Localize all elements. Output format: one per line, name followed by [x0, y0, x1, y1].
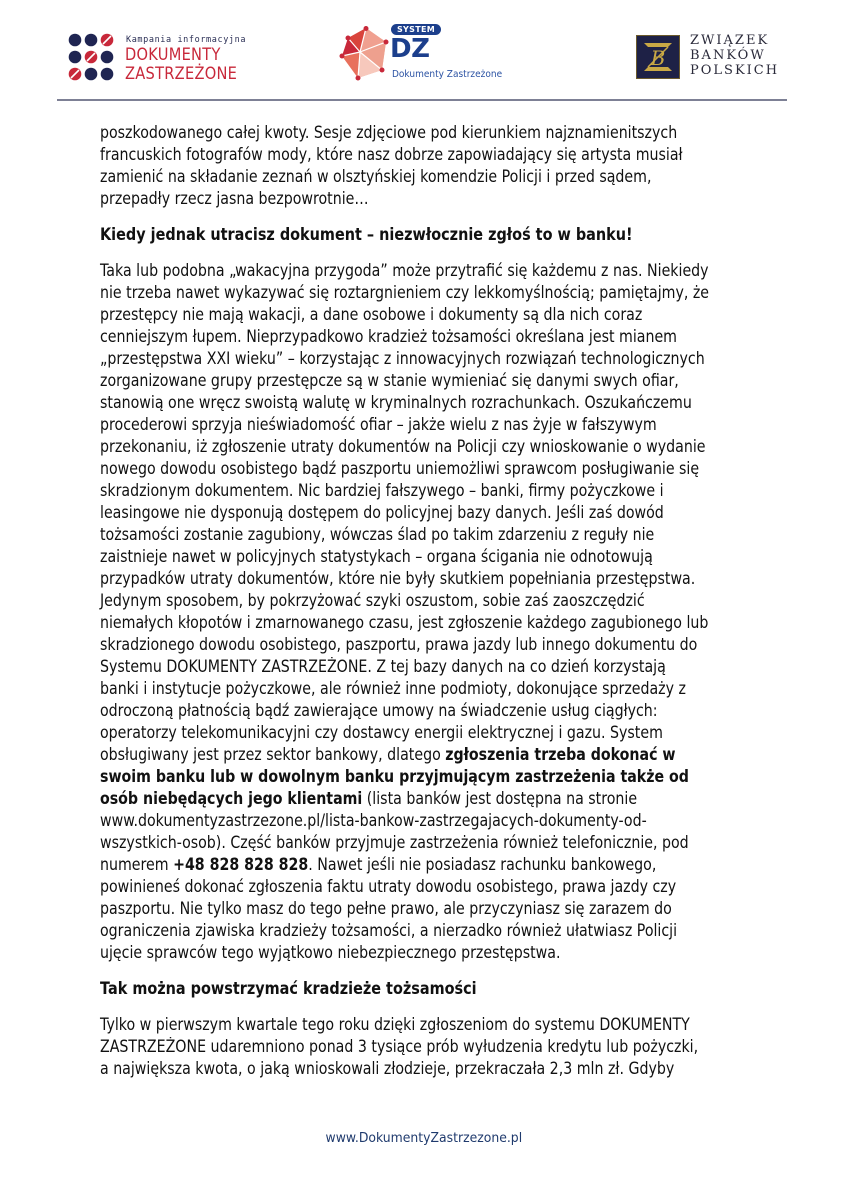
text-line: odroczoną płatnością bądź zawierające umowy na świadczenie usług ciągłych:	[100, 701, 658, 720]
text-line: Tylko w pierwszym kwartale tego roku dzięki zgłoszeniom do systemu DOKUMENTY	[100, 1015, 690, 1034]
text-line: a największa kwota, o jaką wnioskowali złodzieje, przekraczała 2,3 mln zł. Gdyby	[100, 1059, 675, 1078]
text-normal: . Nawet jeśli nie posiadasz rachunku bankowego,	[308, 855, 657, 874]
text-line: Systemu DOKUMENTY ZASTRZEŻONE. Z tej bazy danych na co dzień korzystają	[100, 657, 666, 676]
text-emphasis: swoim banku lub w dowolnym banku przyjmującym zastrzeżenia także od	[100, 767, 689, 786]
text-line: zamienić na składanie zeznań w olsztyńskiej komendzie Policji i przed sądem,	[100, 167, 652, 186]
zbp-line-1: ZWIĄZEK	[690, 33, 770, 48]
text-line: ujęcie sprawców tego wyjątkowo niebezpiecznego przestępstwa.	[100, 943, 561, 962]
system-subtitle: Dokumenty Zastrzeżone	[392, 69, 503, 80]
footer-website-link[interactable]: www.DokumentyZastrzezone.pl	[325, 1130, 523, 1146]
text-line: ZASTRZEŻONE udaremniono ponad 3 tysiące prób wyłudzenia kredytu lub pożyczki,	[100, 1037, 699, 1056]
page-footer	[0, 1130, 848, 1146]
logo-title-line1: DOKUMENTY	[125, 45, 221, 65]
zbp-monogram-letter: B	[650, 46, 666, 70]
logo-dokumenty-zastrzezone	[68, 33, 247, 84]
text-line: operatorzy telekomunikacyjni czy dostawcy energii elektrycznej i gazu. System	[100, 723, 663, 742]
logo-system-dz	[338, 24, 518, 88]
text-line: niemałych kłopotów i zmarnowanego czasu, jest zgłoszenie każdego zagubionego lub	[100, 613, 709, 632]
text-line: procederowi sprzyja nieświadomość ofiar – jakże wielu z nas żyje w fałszywym	[100, 415, 657, 434]
text-line	[100, 854, 706, 876]
text-line: zaistnieje nawet w policyjnych statystykach – organa ścigania nie odnotowują	[100, 547, 653, 566]
text-line	[100, 766, 706, 788]
text-line: zorganizowane grupy przestępcze są w stanie wymieniać się danymi swych ofiar,	[100, 371, 679, 390]
zbp-monogram-icon	[636, 35, 680, 79]
text-line: cenniejszym łupem. Nieprzypadkowo kradzież tożsamości określana jest mianem	[100, 327, 677, 346]
text-line: tożsamości zostanie zagubiony, wówczas ślad po takim zdarzeniu z reguły nie	[100, 525, 655, 544]
bank-list-url: www.dokumentyzastrzezone.pl/lista-bankow-zastrzegajacych-dokumenty-od-	[100, 811, 647, 830]
text-line	[100, 744, 706, 766]
page-header	[0, 0, 848, 100]
paragraph-1	[100, 122, 800, 210]
text-emphasis: osób niebędących jego klientami	[100, 789, 363, 808]
header-divider	[57, 99, 787, 101]
logo-title-line2: ZASTRZEŻONE	[125, 64, 238, 84]
section-heading-1: Kiedy jednak utracisz dokument – niezwłocznie zgłoś to w banku!	[100, 225, 633, 244]
text-emphasis: zgłoszenia trzeba dokonać w	[445, 745, 676, 764]
zbp-line-3: POLSKICH	[690, 63, 780, 78]
text-line	[100, 788, 706, 810]
text-line: przestępcy nie mają wakacji, a dane osobowe i dokumenty są dla nich coraz	[100, 305, 643, 324]
text-line: Jedynym sposobem, by pokrzyżować szyki oszustom, sobie zaś zaoszczędzić	[100, 591, 645, 610]
text-line: stanowią one wręcz swoistą walutę w kryminalnych rozrachunkach. Oszukańczemu	[100, 393, 692, 412]
text-line: leasingowe nie dysponują dostępem do policyjnej bazy danych. Jeśli zaś dowód	[100, 503, 664, 522]
text-line: banki i instytucje pożyczkowe, ale również inne podmioty, dokonujące sprzedaży z	[100, 679, 686, 698]
dot-grid-icon	[68, 33, 120, 83]
text-normal: (lista banków jest dostępna na stronie	[362, 789, 638, 808]
system-title: DZ	[390, 34, 430, 64]
paragraph-3	[100, 1014, 800, 1080]
text-line: skradzionym dokumentem. Nic bardziej fałszywego – banki, firmy pożyczkowe i	[100, 481, 664, 500]
text-line: poszkodowanego całej kwoty. Sesje zdjęciowe pod kierunkiem najznamienitszych	[100, 123, 678, 142]
text-line: powinieneś dokonać zgłoszenia faktu utraty dowodu osobistego, prawa jazdy czy	[100, 877, 677, 896]
text-line: przepadły rzecz jasna bezpowrotnie…	[100, 189, 369, 208]
text-line: przekonaniu, iż zgłoszenie utraty dokumentów na Policji czy wnioskowanie o wydanie	[100, 437, 706, 456]
text-line: nowego dowodu osobistego bądź paszportu uniemożliwi sprawcom posługiwanie się	[100, 459, 700, 478]
zbp-name	[690, 33, 779, 78]
system-badge: SYSTEM	[391, 24, 441, 35]
text-line: przypadków utraty dokumentów, które nie były skutkiem popełniania przestępstwa.	[100, 569, 696, 588]
phone-number: +48 828 828 828	[173, 855, 309, 874]
logo-tagline: Kampania informacyjna	[126, 35, 247, 45]
logo-zwiazek-bankow-polskich	[636, 35, 796, 85]
text-line: skradzionego dowodu osobistego, paszportu, prawa jazdy lub innego dokumentu do	[100, 635, 698, 654]
article-body	[100, 122, 800, 1080]
text-line: „przestępstwa XXI wieku” – korzystając z innowacyjnych rozwiązań technologicznych	[100, 349, 705, 368]
text-normal: numerem	[100, 855, 174, 874]
paragraph-2	[100, 260, 800, 964]
text-line: wszystkich-osob). Część banków przyjmuje zastrzeżenia również telefonicznie, pod	[100, 833, 689, 852]
text-line: francuskich fotografów mody, które nasz dobrze zapowiadający się artysta musiał	[100, 145, 683, 164]
text-line: paszportu. Nie tylko masz do tego pełne prawo, ale przyczyniasz się zarazem do	[100, 899, 672, 918]
text-normal: obsługiwany jest przez sektor bankowy, dlatego	[100, 745, 446, 764]
text-line: ograniczenia zjawiska kradzieży tożsamości, a nierzadko również ułatwiasz Policji	[100, 921, 678, 940]
text-line: Taka lub podobna „wakacyjna przygoda” może przytrafić się każdemu z nas. Niekiedy	[100, 261, 709, 280]
zbp-line-2: BANKÓW	[690, 48, 766, 63]
text-line: nie trzeba nawet wykazywać się roztargnieniem czy lekkomyślnością; pamiętajmy, że	[100, 283, 710, 302]
section-heading-2: Tak można powstrzymać kradzieże tożsamości	[100, 979, 477, 998]
network-polygon-icon	[338, 26, 390, 86]
